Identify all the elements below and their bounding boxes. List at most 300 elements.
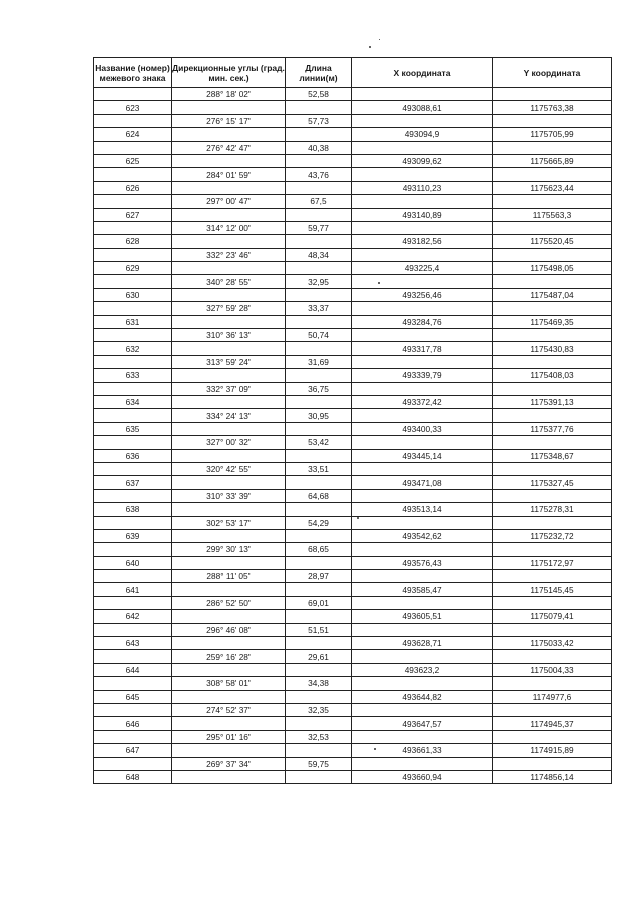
angle-cell: [172, 208, 286, 221]
table-row: [94, 583, 612, 596]
length-cell: 36,75: [286, 382, 352, 395]
table-row: [94, 556, 612, 569]
angle-cell: [172, 288, 286, 301]
table-row: [94, 744, 612, 757]
length-cell: 43,76: [286, 168, 352, 181]
x-cell: [352, 677, 493, 690]
x-cell: [352, 730, 493, 743]
y-cell: 1175408,03: [493, 369, 612, 382]
x-cell: [352, 221, 493, 234]
point-name-cell: [94, 623, 172, 636]
angle-cell: 327° 59' 28": [172, 302, 286, 315]
table-row: [94, 717, 612, 730]
x-cell: 493623,2: [352, 663, 493, 676]
table-row: [94, 208, 612, 221]
x-cell: 493660,94: [352, 770, 493, 783]
x-cell: [352, 141, 493, 154]
y-cell: [493, 355, 612, 368]
table-row: [94, 623, 612, 636]
angle-cell: [172, 663, 286, 676]
angle-cell: 276° 15' 17": [172, 114, 286, 127]
y-cell: 1175348,67: [493, 449, 612, 462]
point-name-cell: 628: [94, 235, 172, 248]
table-row: [94, 503, 612, 516]
angle-cell: [172, 690, 286, 703]
angle-cell: 332° 37' 09": [172, 382, 286, 395]
point-name-cell: 645: [94, 690, 172, 703]
x-cell: 493644,82: [352, 690, 493, 703]
point-name-cell: [94, 141, 172, 154]
angle-cell: 314° 12' 00": [172, 221, 286, 234]
length-cell: 32,95: [286, 275, 352, 288]
x-cell: [352, 596, 493, 609]
table-row: [94, 690, 612, 703]
angle-cell: [172, 717, 286, 730]
angle-cell: [172, 583, 286, 596]
angle-cell: 259° 16' 28": [172, 650, 286, 663]
angle-cell: 295° 01' 16": [172, 730, 286, 743]
table-row: [94, 88, 612, 101]
y-cell: [493, 650, 612, 663]
length-cell: [286, 342, 352, 355]
y-cell: 1175145,45: [493, 583, 612, 596]
y-cell: [493, 489, 612, 502]
y-cell: 1175498,05: [493, 262, 612, 275]
angle-cell: 299° 30' 13": [172, 543, 286, 556]
angle-cell: 340° 28' 55": [172, 275, 286, 288]
y-cell: 1175763,38: [493, 101, 612, 114]
y-cell: [493, 168, 612, 181]
length-cell: [286, 770, 352, 783]
length-cell: [286, 637, 352, 650]
y-cell: 1175033,42: [493, 637, 612, 650]
angle-cell: 327° 00' 32": [172, 436, 286, 449]
angle-cell: [172, 128, 286, 141]
point-name-cell: [94, 168, 172, 181]
table-row: [94, 663, 612, 676]
table-row: [94, 395, 612, 408]
angle-cell: 269° 37' 34": [172, 757, 286, 770]
table-row: [94, 288, 612, 301]
length-cell: [286, 744, 352, 757]
point-name-cell: 626: [94, 181, 172, 194]
length-cell: 57,73: [286, 114, 352, 127]
angle-cell: 288° 18' 02": [172, 88, 286, 101]
length-cell: 40,38: [286, 141, 352, 154]
x-cell: [352, 195, 493, 208]
point-name-cell: [94, 570, 172, 583]
point-name-cell: 627: [94, 208, 172, 221]
length-cell: 54,29: [286, 516, 352, 529]
point-name-cell: 648: [94, 770, 172, 783]
y-cell: 1175391,13: [493, 395, 612, 408]
table-header-row: [94, 58, 612, 88]
point-name-cell: 637: [94, 476, 172, 489]
angle-cell: 320° 42' 55": [172, 462, 286, 475]
y-cell: [493, 516, 612, 529]
length-cell: [286, 154, 352, 167]
angle-cell: 310° 36' 13": [172, 329, 286, 342]
table-row: [94, 168, 612, 181]
point-name-cell: [94, 462, 172, 475]
angle-cell: [172, 744, 286, 757]
y-cell: [493, 677, 612, 690]
table-row: [94, 770, 612, 783]
angle-cell: [172, 235, 286, 248]
boundary-coordinates-table: [93, 57, 612, 784]
x-cell: [352, 703, 493, 716]
length-cell: [286, 717, 352, 730]
length-cell: [286, 288, 352, 301]
x-cell: [352, 88, 493, 101]
length-cell: 28,97: [286, 570, 352, 583]
scan-speck: [369, 46, 371, 48]
angle-cell: 297° 00' 47": [172, 195, 286, 208]
x-cell: 493647,57: [352, 717, 493, 730]
angle-cell: [172, 342, 286, 355]
x-cell: [352, 114, 493, 127]
angle-cell: [172, 315, 286, 328]
y-cell: 1175563,3: [493, 208, 612, 221]
table-row: [94, 677, 612, 690]
y-cell: 1175004,33: [493, 663, 612, 676]
length-cell: [286, 262, 352, 275]
angle-cell: [172, 476, 286, 489]
point-name-cell: [94, 730, 172, 743]
x-cell: 493542,62: [352, 529, 493, 542]
point-name-cell: 633: [94, 369, 172, 382]
length-cell: [286, 610, 352, 623]
angle-cell: [172, 181, 286, 194]
angle-cell: 284° 01' 59": [172, 168, 286, 181]
point-name-cell: 630: [94, 288, 172, 301]
angle-cell: 274° 52' 37": [172, 703, 286, 716]
table-row: [94, 262, 612, 275]
table-row: [94, 369, 612, 382]
length-cell: 59,77: [286, 221, 352, 234]
angle-cell: [172, 556, 286, 569]
table-row: [94, 101, 612, 114]
table-row: [94, 516, 612, 529]
scan-speck: [379, 39, 380, 40]
x-cell: [352, 248, 493, 261]
length-cell: [286, 181, 352, 194]
length-cell: 69,01: [286, 596, 352, 609]
length-cell: [286, 690, 352, 703]
table-row: [94, 436, 612, 449]
y-cell: 1174977,6: [493, 690, 612, 703]
x-cell: [352, 462, 493, 475]
x-cell: 493628,71: [352, 637, 493, 650]
header-name: Название (номер) межевого знака: [94, 58, 172, 88]
point-name-cell: [94, 248, 172, 261]
point-name-cell: [94, 409, 172, 422]
table-row: [94, 342, 612, 355]
y-cell: [493, 730, 612, 743]
length-cell: [286, 208, 352, 221]
table-row: [94, 730, 612, 743]
point-name-cell: [94, 302, 172, 315]
table-row: [94, 221, 612, 234]
angle-cell: 308° 58' 01": [172, 677, 286, 690]
x-cell: [352, 489, 493, 502]
angle-cell: 332° 23' 46": [172, 248, 286, 261]
table-row: [94, 449, 612, 462]
table-row: [94, 529, 612, 542]
angle-cell: [172, 637, 286, 650]
point-name-cell: 624: [94, 128, 172, 141]
header-angle: Дирекционные углы (град. мин. сек.): [172, 58, 286, 88]
point-name-cell: [94, 757, 172, 770]
length-cell: [286, 503, 352, 516]
angle-cell: [172, 395, 286, 408]
x-cell: 493445,14: [352, 449, 493, 462]
point-name-cell: [94, 650, 172, 663]
length-cell: [286, 235, 352, 248]
y-cell: 1175623,44: [493, 181, 612, 194]
x-cell: 493339,79: [352, 369, 493, 382]
table-row: [94, 141, 612, 154]
point-name-cell: 634: [94, 395, 172, 408]
y-cell: 1175278,31: [493, 503, 612, 516]
length-cell: 59,75: [286, 757, 352, 770]
point-name-cell: 638: [94, 503, 172, 516]
angle-cell: [172, 422, 286, 435]
y-cell: 1175487,04: [493, 288, 612, 301]
x-cell: 493661,33: [352, 744, 493, 757]
y-cell: 1175377,76: [493, 422, 612, 435]
length-cell: 52,58: [286, 88, 352, 101]
table-row: [94, 181, 612, 194]
point-name-cell: [94, 703, 172, 716]
y-cell: 1174856,14: [493, 770, 612, 783]
length-cell: [286, 529, 352, 542]
table-row: [94, 248, 612, 261]
angle-cell: 302° 53' 17": [172, 516, 286, 529]
point-name-cell: [94, 489, 172, 502]
point-name-cell: 646: [94, 717, 172, 730]
x-cell: [352, 570, 493, 583]
x-cell: [352, 382, 493, 395]
y-cell: [493, 141, 612, 154]
point-name-cell: 644: [94, 663, 172, 676]
x-cell: 493400,33: [352, 422, 493, 435]
x-cell: [352, 757, 493, 770]
y-cell: 1175232,72: [493, 529, 612, 542]
point-name-cell: [94, 114, 172, 127]
table-body: [94, 88, 612, 784]
x-cell: 493256,46: [352, 288, 493, 301]
angle-cell: 334° 24' 13": [172, 409, 286, 422]
table-row: [94, 195, 612, 208]
point-name-cell: [94, 596, 172, 609]
table-row: [94, 114, 612, 127]
x-cell: 493140,89: [352, 208, 493, 221]
table-row: [94, 570, 612, 583]
y-cell: [493, 88, 612, 101]
point-name-cell: [94, 436, 172, 449]
y-cell: [493, 409, 612, 422]
table-row: [94, 650, 612, 663]
length-cell: 67,5: [286, 195, 352, 208]
header-x: X координата: [352, 58, 493, 88]
y-cell: [493, 275, 612, 288]
x-cell: 493110,23: [352, 181, 493, 194]
y-cell: 1175327,45: [493, 476, 612, 489]
table-row: [94, 462, 612, 475]
table-row: [94, 409, 612, 422]
length-cell: 51,51: [286, 623, 352, 636]
point-name-cell: 636: [94, 449, 172, 462]
angle-cell: [172, 503, 286, 516]
length-cell: 33,37: [286, 302, 352, 315]
y-cell: 1175665,89: [493, 154, 612, 167]
length-cell: 32,35: [286, 703, 352, 716]
length-cell: 64,68: [286, 489, 352, 502]
angle-cell: [172, 610, 286, 623]
table-row: [94, 275, 612, 288]
x-cell: [352, 302, 493, 315]
table-row: [94, 302, 612, 315]
table-row: [94, 154, 612, 167]
point-name-cell: [94, 275, 172, 288]
point-name-cell: 631: [94, 315, 172, 328]
x-cell: 493605,51: [352, 610, 493, 623]
y-cell: [493, 596, 612, 609]
point-name-cell: [94, 221, 172, 234]
point-name-cell: [94, 88, 172, 101]
x-cell: 493513,14: [352, 503, 493, 516]
length-cell: [286, 556, 352, 569]
y-cell: 1175469,35: [493, 315, 612, 328]
point-name-cell: [94, 677, 172, 690]
point-name-cell: 629: [94, 262, 172, 275]
length-cell: [286, 583, 352, 596]
length-cell: [286, 128, 352, 141]
y-cell: [493, 302, 612, 315]
table-row: [94, 422, 612, 435]
x-cell: 493225,4: [352, 262, 493, 275]
length-cell: [286, 476, 352, 489]
length-cell: 34,38: [286, 677, 352, 690]
length-cell: 32,53: [286, 730, 352, 743]
point-name-cell: [94, 355, 172, 368]
point-name-cell: 643: [94, 637, 172, 650]
x-cell: 493284,76: [352, 315, 493, 328]
length-cell: [286, 422, 352, 435]
x-cell: 493099,62: [352, 154, 493, 167]
y-cell: [493, 114, 612, 127]
length-cell: 50,74: [286, 329, 352, 342]
table-row: [94, 757, 612, 770]
length-cell: 53,42: [286, 436, 352, 449]
table-row: [94, 637, 612, 650]
table-row: [94, 235, 612, 248]
length-cell: [286, 101, 352, 114]
angle-cell: 296° 46' 08": [172, 623, 286, 636]
table-row: [94, 596, 612, 609]
angle-cell: 310° 33' 39": [172, 489, 286, 502]
y-cell: [493, 570, 612, 583]
angle-cell: [172, 154, 286, 167]
length-cell: [286, 449, 352, 462]
x-cell: 493317,78: [352, 342, 493, 355]
y-cell: [493, 543, 612, 556]
point-name-cell: [94, 382, 172, 395]
table-row: [94, 128, 612, 141]
angle-cell: 288° 11' 05": [172, 570, 286, 583]
point-name-cell: 647: [94, 744, 172, 757]
y-cell: [493, 436, 612, 449]
x-cell: 493372,42: [352, 395, 493, 408]
y-cell: [493, 757, 612, 770]
angle-cell: 276° 42' 47": [172, 141, 286, 154]
point-name-cell: [94, 329, 172, 342]
point-name-cell: 639: [94, 529, 172, 542]
length-cell: [286, 663, 352, 676]
x-cell: [352, 436, 493, 449]
angle-cell: [172, 770, 286, 783]
x-cell: [352, 275, 493, 288]
angle-cell: 286° 52' 50": [172, 596, 286, 609]
table-row: [94, 476, 612, 489]
length-cell: [286, 315, 352, 328]
y-cell: 1175079,41: [493, 610, 612, 623]
x-cell: 493576,43: [352, 556, 493, 569]
point-name-cell: [94, 543, 172, 556]
point-name-cell: [94, 516, 172, 529]
x-cell: [352, 650, 493, 663]
table-row: [94, 355, 612, 368]
point-name-cell: [94, 195, 172, 208]
x-cell: [352, 329, 493, 342]
point-name-cell: 623: [94, 101, 172, 114]
x-cell: 493585,47: [352, 583, 493, 596]
length-cell: [286, 395, 352, 408]
angle-cell: [172, 101, 286, 114]
y-cell: 1174915,89: [493, 744, 612, 757]
table-row: [94, 703, 612, 716]
y-cell: 1175172,97: [493, 556, 612, 569]
y-cell: 1175705,99: [493, 128, 612, 141]
y-cell: [493, 462, 612, 475]
y-cell: [493, 248, 612, 261]
length-cell: 33,51: [286, 462, 352, 475]
y-cell: [493, 382, 612, 395]
y-cell: 1174945,37: [493, 717, 612, 730]
table-row: [94, 315, 612, 328]
table-row: [94, 610, 612, 623]
x-cell: [352, 409, 493, 422]
y-cell: [493, 703, 612, 716]
x-cell: [352, 623, 493, 636]
table-row: [94, 543, 612, 556]
length-cell: 30,95: [286, 409, 352, 422]
length-cell: 29,61: [286, 650, 352, 663]
table-row: [94, 329, 612, 342]
point-name-cell: 635: [94, 422, 172, 435]
x-cell: 493088,61: [352, 101, 493, 114]
length-cell: [286, 369, 352, 382]
y-cell: [493, 221, 612, 234]
angle-cell: [172, 262, 286, 275]
angle-cell: 313° 59' 24": [172, 355, 286, 368]
length-cell: 31,69: [286, 355, 352, 368]
y-cell: 1175430,83: [493, 342, 612, 355]
length-cell: 68,65: [286, 543, 352, 556]
x-cell: 493182,56: [352, 235, 493, 248]
x-cell: [352, 168, 493, 181]
